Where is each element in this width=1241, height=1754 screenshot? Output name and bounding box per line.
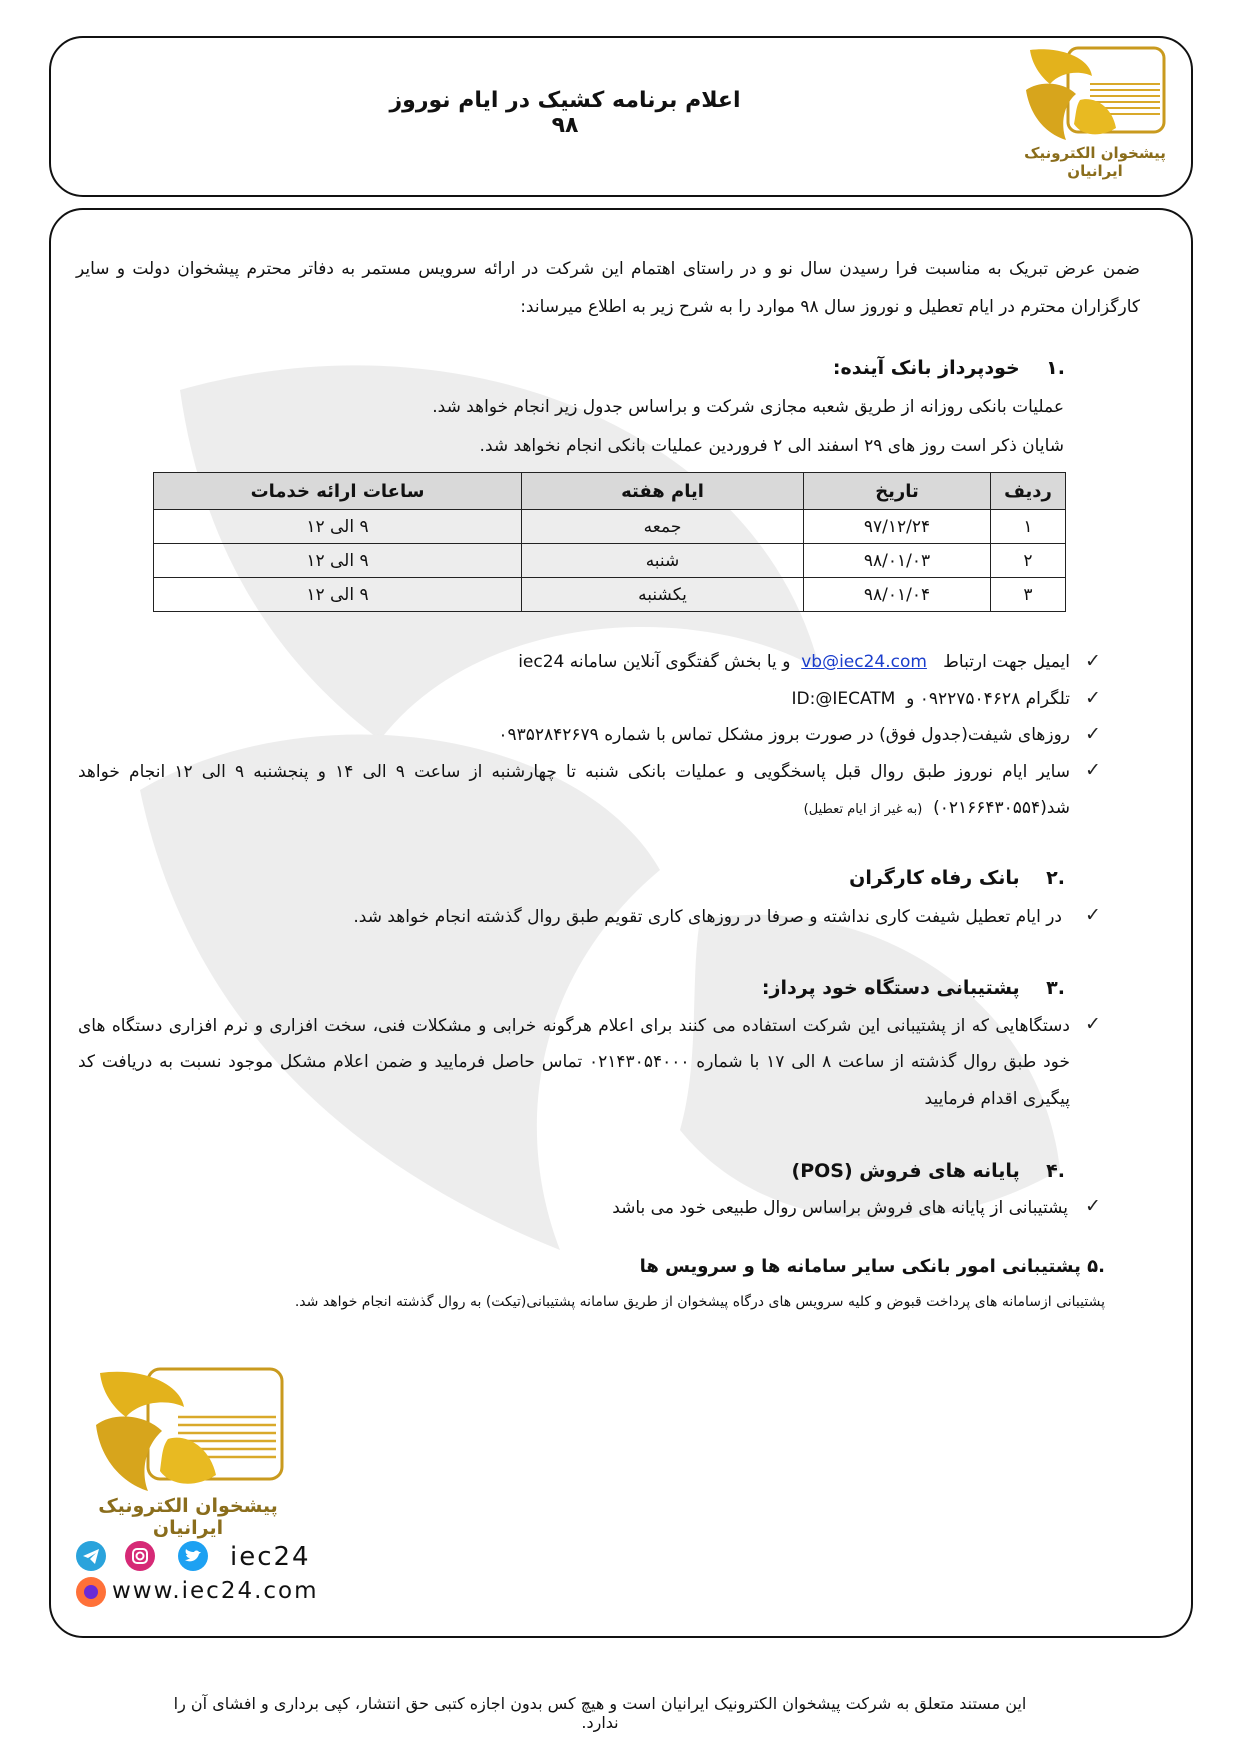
table-cell: ۹ الی ۱۲ <box>154 510 522 544</box>
other-days-note: (به غیر از ایام تعطیل) <box>803 802 923 817</box>
table-cell: ۹۸/۰۱/۰۳ <box>804 544 991 578</box>
section-1-number: .۱ <box>1046 357 1065 379</box>
table-cell: شنبه <box>522 544 804 578</box>
intro-line-1: ضمن عرض تبریک به مناسبت فرا رسیدن سال نو و در راستای اهتمام این شرکت در ارائه سرویس مستمر به دفاتر محترم پیشخوان دولت و سایر <box>76 259 1140 279</box>
table-header-cell: تاریخ <box>804 473 991 510</box>
logo-mark-icon <box>1020 44 1170 154</box>
email-suffix: و یا بخش گفتگوی آنلاین سامانه iec24 <box>518 652 791 672</box>
schedule-table <box>153 472 1066 612</box>
table-cell: ۳ <box>991 578 1066 612</box>
email-line <box>300 651 1070 673</box>
section-4-number: .۴ <box>1046 1160 1065 1182</box>
table-header-cell: ردیف <box>991 473 1066 510</box>
other-days-phone: شد(۰۲۱۶۶۴۳۰۵۵۴) <box>933 798 1070 818</box>
instagram-icon[interactable] <box>125 1541 155 1571</box>
section-3-title <box>600 977 1065 999</box>
twitter-icon[interactable] <box>178 1541 208 1571</box>
section-4-line-1: پشتیبانی از پایانه های فروش براساس روال طبیعی خود می باشد <box>612 1198 1068 1218</box>
section-3-line-2: خود طبق روال گذشته از ساعت ۸ الی ۱۷ با شماره ۰۲۱۴۳۰۵۴۰۰۰ تماس حاصل فرمایید و ضمن اعلام مشکل موجود نسبت به دریافت کد <box>78 1052 1070 1072</box>
other-days-line-1: سایر ایام نوروز طبق روال قبل پاسخگویی و عملیات بانکی شنبه تا چهارشنبه از ساعت ۹ الی ۱۴ و پنجشنبه ۹ الی ۱۲ انجام خواهد <box>78 762 1070 782</box>
check-icon: ✓ <box>1085 723 1101 745</box>
table-header-row <box>154 473 1066 510</box>
other-days-line-2 <box>300 797 1070 821</box>
copyright-note: این مستند متعلق به شرکت پیشخوان الکترونیک ایرانیان است و هیچ کس بدون اجازه کتبی حق انتشار، کپی برداری و افشای آن را ندارد. <box>173 1694 1027 1732</box>
logo-text: پیشخوان الکترونیک ایرانیان <box>1024 144 1166 180</box>
section-1-line-2: شایان ذکر است روز های ۲۹ اسفند الی ۲ فروردین عملیات بانکی انجام نخواهد شد. <box>479 436 1064 456</box>
section-3-line-3: پیگیری اقدام فرمایید <box>924 1089 1070 1109</box>
table-cell: ۱ <box>991 510 1066 544</box>
intro-line-2: کارگزاران محترم در ایام تعطیل و نوروز سال ۹۸ موارد را به شرح زیر به اطلاع میرساند: <box>520 297 1140 317</box>
section-1-title <box>600 357 1065 379</box>
section-4-title <box>600 1160 1065 1182</box>
section-1-line-1: عملیات بانکی روزانه از طریق شعبه مجازی شرکت و براساس جدول زیر انجام خواهد شد. <box>432 397 1064 417</box>
page-title: اعلام برنامه کشیک در ایام نوروز ۹۸ <box>389 88 741 138</box>
table-cell: ۲ <box>991 544 1066 578</box>
browser-icon <box>76 1577 106 1607</box>
table-cell: ۹ الی ۱۲ <box>154 544 522 578</box>
shift-line: روزهای شیفت(جدول فوق) در صورت بروز مشکل تماس با شماره ۰۹۳۵۲۸۴۲۶۷۹ <box>498 725 1070 745</box>
footer-logo-text: پیشخوان الکترونیک ایرانیان <box>98 1495 278 1539</box>
section-1-heading: خودپرداز بانک آینده: <box>832 357 1020 379</box>
table-header-cell: ایام هفته <box>522 473 804 510</box>
footer-logo <box>88 1365 288 1539</box>
brand-handle: iec24 <box>230 1542 311 1572</box>
section-2-heading: بانک رفاه کارگران <box>849 867 1020 889</box>
email-link[interactable]: vb@iec24.com <box>801 652 927 672</box>
section-5-title: .۵ پشتیبانی امور بانکی سایر سامانه ها و سرویس ها <box>639 1256 1105 1277</box>
section-5-line-1: پشتیبانی ازسامانه های پرداخت قبوض و کلیه سرویس های درگاه پیشخوان از طریق سامانه پشتیبانی(تیکت) به روال گذشته انجام خواهد شد. <box>294 1294 1105 1310</box>
telegram-prefix: تلگرام ۰۹۲۲۷۵۰۴۶۲۸ و <box>906 689 1070 709</box>
check-icon: ✓ <box>1085 1195 1101 1217</box>
table-row <box>154 578 1066 612</box>
section-3-heading: پشتیبانی دستگاه خود پرداز: <box>761 977 1020 999</box>
table-cell: جمعه <box>522 510 804 544</box>
table-cell: ۹۷/۱۲/۲۴ <box>804 510 991 544</box>
check-icon: ✓ <box>1085 759 1101 781</box>
section-3-line-1: دستگاهایی که از پشتیبانی این شرکت استفاده می کنند برای اعلام هرگونه خرابی و مشکلات فنی، سخت افزاری و نرم افزاری دستگاه های <box>78 1016 1070 1036</box>
company-logo <box>1020 44 1170 180</box>
table-cell: یکشنبه <box>522 578 804 612</box>
table-row <box>154 544 1066 578</box>
section-4-heading: پایانه های فروش (POS) <box>791 1160 1020 1182</box>
table-row <box>154 510 1066 544</box>
check-icon: ✓ <box>1085 687 1101 709</box>
telegram-id: ID:@IECATM <box>791 689 896 709</box>
website-link[interactable]: www.iec24.com <box>112 1578 319 1604</box>
section-3-number: .۳ <box>1046 977 1065 999</box>
check-icon: ✓ <box>1085 1013 1101 1035</box>
table-cell: ۹ الی ۱۲ <box>154 578 522 612</box>
section-2-number: .۲ <box>1046 867 1065 889</box>
email-prefix: ایمیل جهت ارتباط <box>943 652 1070 672</box>
section-2-title <box>600 867 1065 889</box>
table-cell: ۹۸/۰۱/۰۴ <box>804 578 991 612</box>
check-icon: ✓ <box>1085 650 1101 672</box>
telegram-line <box>300 688 1070 710</box>
check-icon: ✓ <box>1085 904 1101 926</box>
footer-logo-mark-icon <box>88 1365 288 1505</box>
table-header-cell: ساعات ارائه خدمات <box>154 473 522 510</box>
telegram-icon[interactable] <box>76 1541 106 1571</box>
section-2-line-1: در ایام تعطیل شیفت کاری نداشته و صرفا در روزهای کاری تقویم طبق روال گذشته انجام خواهد شد. <box>353 907 1062 927</box>
